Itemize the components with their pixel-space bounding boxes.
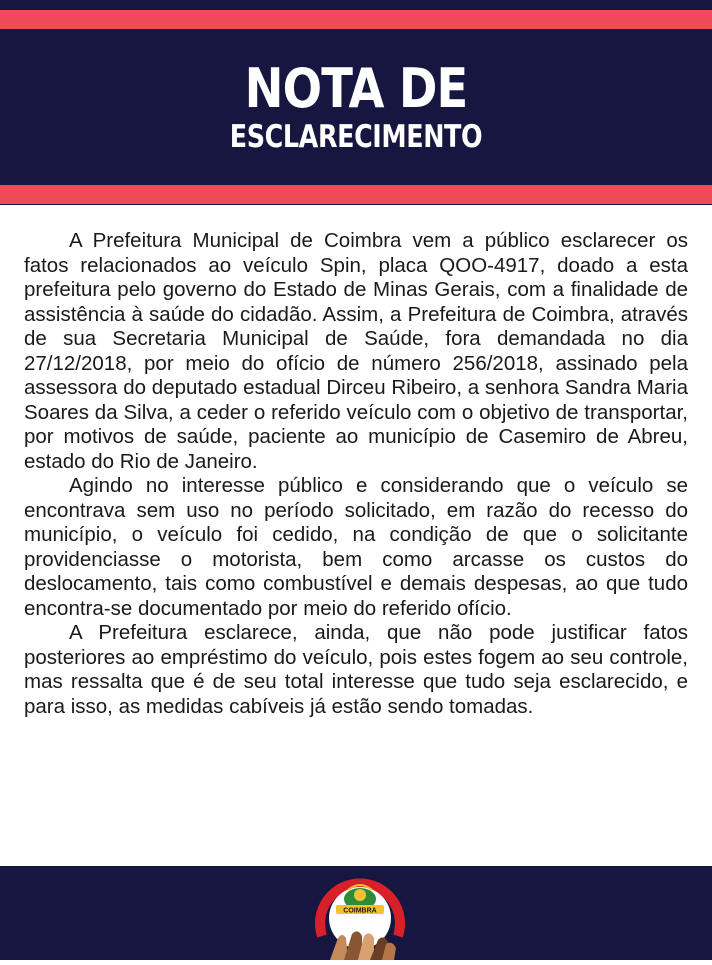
coimbra-municipal-logo-icon [312, 866, 408, 960]
header-top-stripe [0, 10, 712, 29]
header-bottom-stripe [0, 185, 712, 204]
note-body [24, 229, 688, 719]
title-esclarecimento: ESCLARECIMENTO [229, 119, 483, 155]
paragraph-3: A Prefeitura esclarece, ainda, que não pode justificar fatos posteriores ao empréstimo do veículo, pois estes fogem ao seu controle, mas ressalta que é de seu total interesse que tudo seja esclarecido, e para isso, as medidas cabíveis já estão sendo tomadas. [24, 621, 688, 718]
logo-text: COIMBRA [343, 907, 377, 915]
paragraph-1: A Prefeitura Municipal de Coimbra vem a público esclarecer os fatos relacionados ao veículo Spin, placa QOO-4917, doado a esta prefeitura pelo governo do Estado de Minas Gerais, com a finalidade de assistência à saúde do cidadão. Assim, a Prefeitura de Coimbra, através de sua Secretaria Municipal de Saúde, fora demandada no dia 27/12/2018, por meio do ofício de número 256/2018, assinado pela assessora do deputado estadual Dirceu Ribeiro, a senhora Sandra Maria Soares da Silva, a ceder o referido veículo com o objetivo de transportar, por motivos de saúde, paciente ao município de Casemiro de Abreu, estado do Rio de Janeiro. [24, 229, 688, 473]
header-banner [0, 0, 712, 205]
paragraph-2: Agindo no interesse público e considerando que o veículo se encontrava sem uso no período solicitado, em razão do recesso do município, o veículo foi cedido, na condição de que o solicitante providenciasse o motorista, bem como arcasse os custos do deslocamento, tais como combustível e demais despesas, ao que tudo encontra-se documentado por meio do referido ofício. [24, 474, 688, 620]
title-nota-de: NOTA DE [244, 57, 468, 120]
